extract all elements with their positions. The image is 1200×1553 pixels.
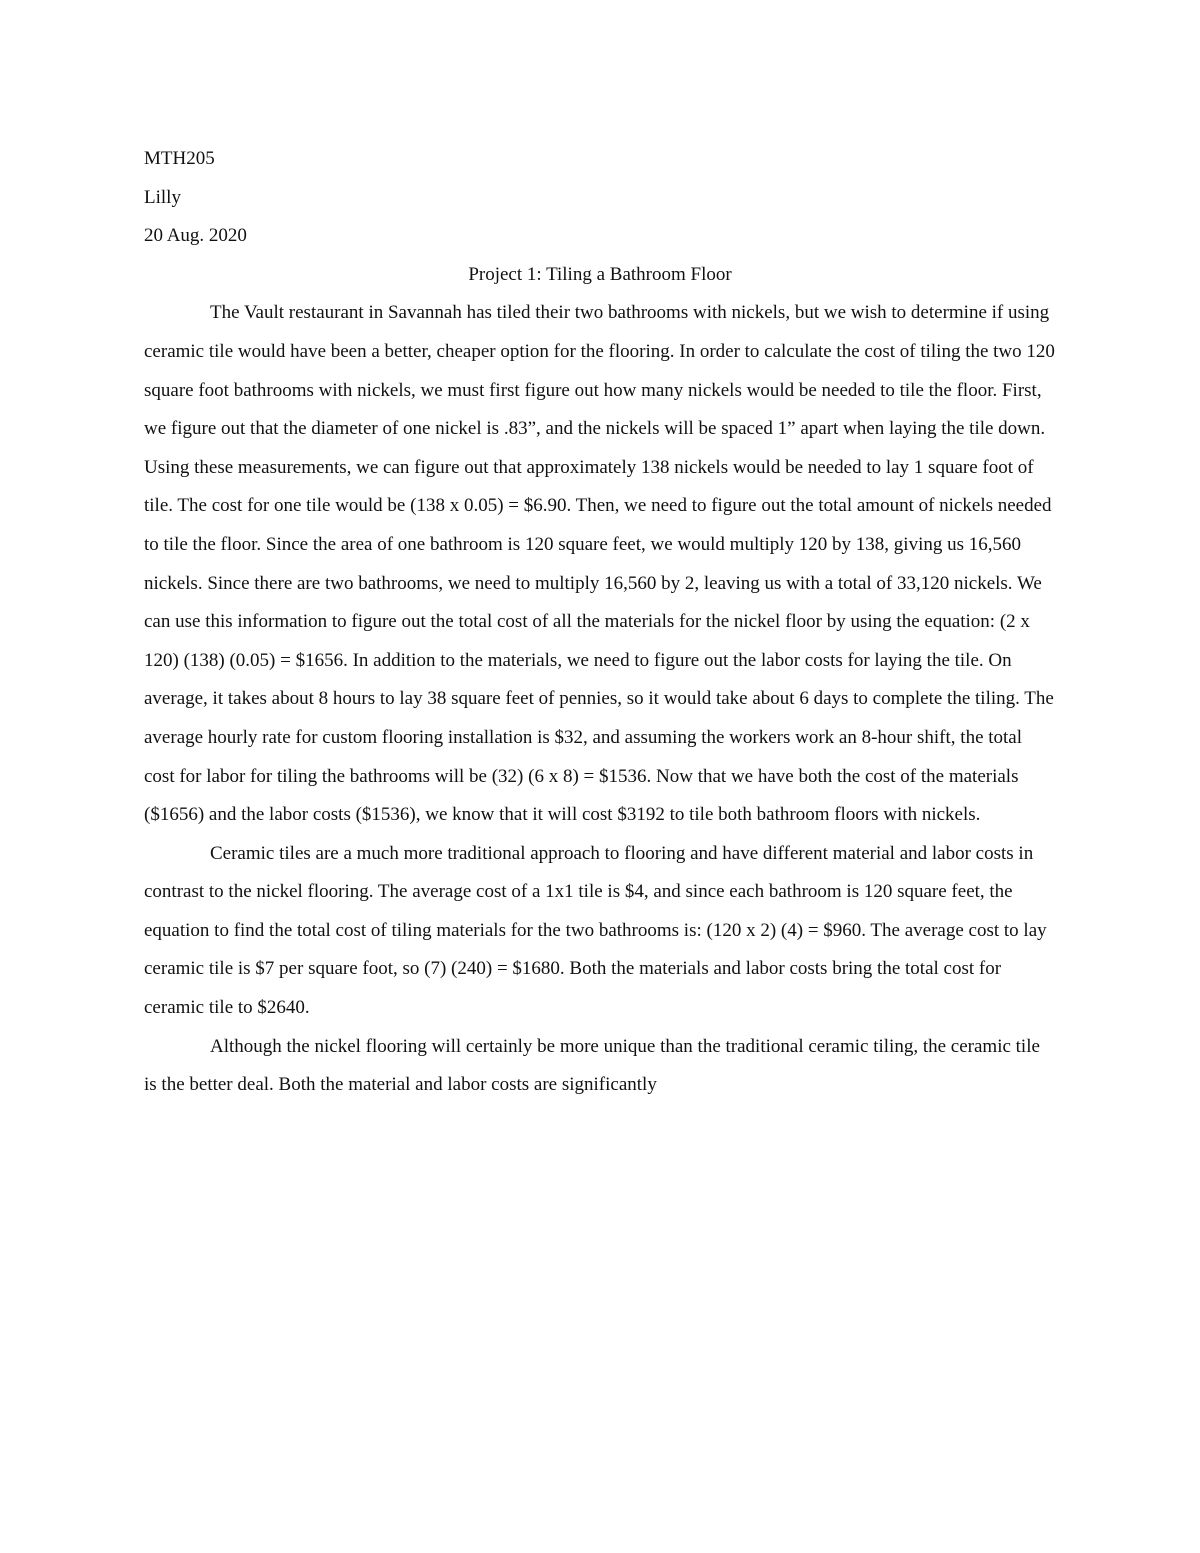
- course-code: MTH205: [144, 148, 215, 169]
- document-date: 20 Aug. 2020: [144, 225, 247, 247]
- paragraph-conclusion: Although the nickel flooring will certainly be more unique than the traditional ceramic tiling, the ceramic tile is the better deal. Both the material and labor costs are significantly: [144, 1035, 1040, 1096]
- document-title: Project 1: Tiling a Bathroom Floor: [468, 263, 732, 285]
- document-body: [144, 140, 1056, 1105]
- paragraph-nickel-cost: The Vault restaurant in Savannah has tiled their two bathrooms with nickels, but we wish to determine if using ceramic tile would have been a better, cheaper option for the flooring. In order to calculate the cost of tiling the two 120 square foot bathrooms with nickels, we must first figure out how many nickels would be needed to tile the floor. First, we figure out that the diameter of one nickel is .83”, and the nickels will be spaced 1” apart when laying the tile down. Using these measurements, we can figure out that approximately 138 nickels would be needed to lay 1 square foot of tile. The cost for one tile would be (138 x 0.05) = $6.90. Then, we need to figure out the total amount of nickels needed to tile the floor. Since the area of one bathroom is 120 square feet, we would multiply 120 by 138, giving us 16,560 nickels. Since there are two bathrooms, we need to multiply 16,560 by 2, leaving us with a total of 33,120 nickels. We can use this information to figure out the total cost of all the materials for the nickel floor by using the equation: (2 x 120) (138) (0.05) = $1656. In addition to the materials, we need to figure out the labor costs for laying the tile. On average, it takes about 8 hours to lay 38 square feet of pennies, so it would take about 6 days to complete the tiling. The average hourly rate for custom flooring installation is $32, and assuming the workers work an 8-hour shift, the total cost for labor for tiling the bathrooms will be (32) (6 x 8) = $1536. Now that we have both the cost of the materials ($1656) and the labor costs ($1536), we know that it will cost $3192 to tile both bathroom floors with nickels.: [144, 302, 1055, 826]
- student-name: Lilly: [144, 186, 181, 208]
- paragraph-ceramic-cost: Ceramic tiles are a much more traditional approach to flooring and have different material and labor costs in contrast to the nickel flooring. The average cost of a 1x1 tile is $4, and since each bathroom is 120 square feet, the equation to find the total cost of tiling materials for the two bathrooms is: (120 x 2) (4) = $960. The average cost to lay ceramic tile is $7 per square foot, so (7) (240) = $1680. Both the materials and labor costs bring the total cost for ceramic tile to $2640.: [144, 842, 1047, 1019]
